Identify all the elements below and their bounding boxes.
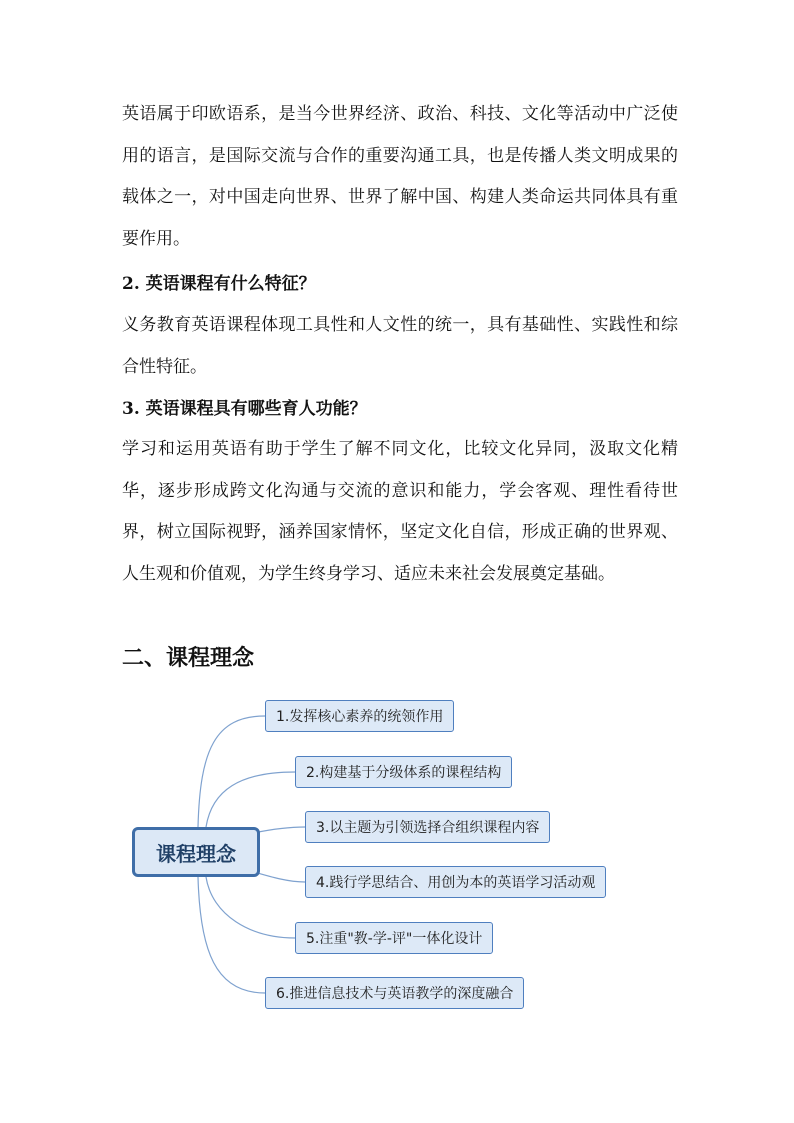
heading-education-functions: 3. 英语课程具有哪些育人功能？ [122,399,367,419]
connector-1 [198,716,265,827]
paragraph-education-functions: 学习和运用英语有助于学生了解不同文化，比较文化异同，汲取文化精华，逐步形成跨文化沟通与交流的意识和能力，学会客观、理性看待世界，树立国际视野，涵养国家情怀，坚定文化自信，形成正确的世界观、人生观和价值观，为学生终身学习、适应未来社会发展奠定基础。 [122,439,678,584]
mind-map-center-node: 课程理念 [132,827,260,877]
heading-course-features: 2. 英语课程有什么特征？ [122,274,316,294]
mind-map-branch-6: 6.推进信息技术与英语教学的深度融合 [265,977,524,1009]
mind-map-connectors [0,690,794,1020]
mind-map-branch-2: 2.构建基于分级体系的课程结构 [295,756,512,788]
paragraph-course-features: 义务教育英语课程体现工具性和人文性的统一，具有基础性、实践性和综合性特征。 [122,315,678,377]
connector-2 [206,772,295,827]
mind-map-branch-4: 4.践行学思结合、用创为本的英语学习活动观 [305,866,606,898]
mind-map-branch-5: 5.注重"教-学-评"一体化设计 [295,922,493,954]
connector-6 [198,877,265,993]
mind-map-branch-3: 3.以主题为引领选择合组织课程内容 [305,811,550,843]
mind-map-branch-1: 1.发挥核心素养的统领作用 [265,700,454,732]
paragraph-english-language: 英语属于印欧语系，是当今世界经济、政治、科技、文化等活动中广泛使用的语言，是国际交流与合作的重要沟通工具，也是传播人类文明成果的载体之一，对中国走向世界、世界了解中国、构建人类命运共同体具有重要作用。 [122,104,678,249]
section-title: 二、课程理念 [122,646,255,671]
mind-map [0,690,794,1020]
connector-5 [206,877,295,938]
